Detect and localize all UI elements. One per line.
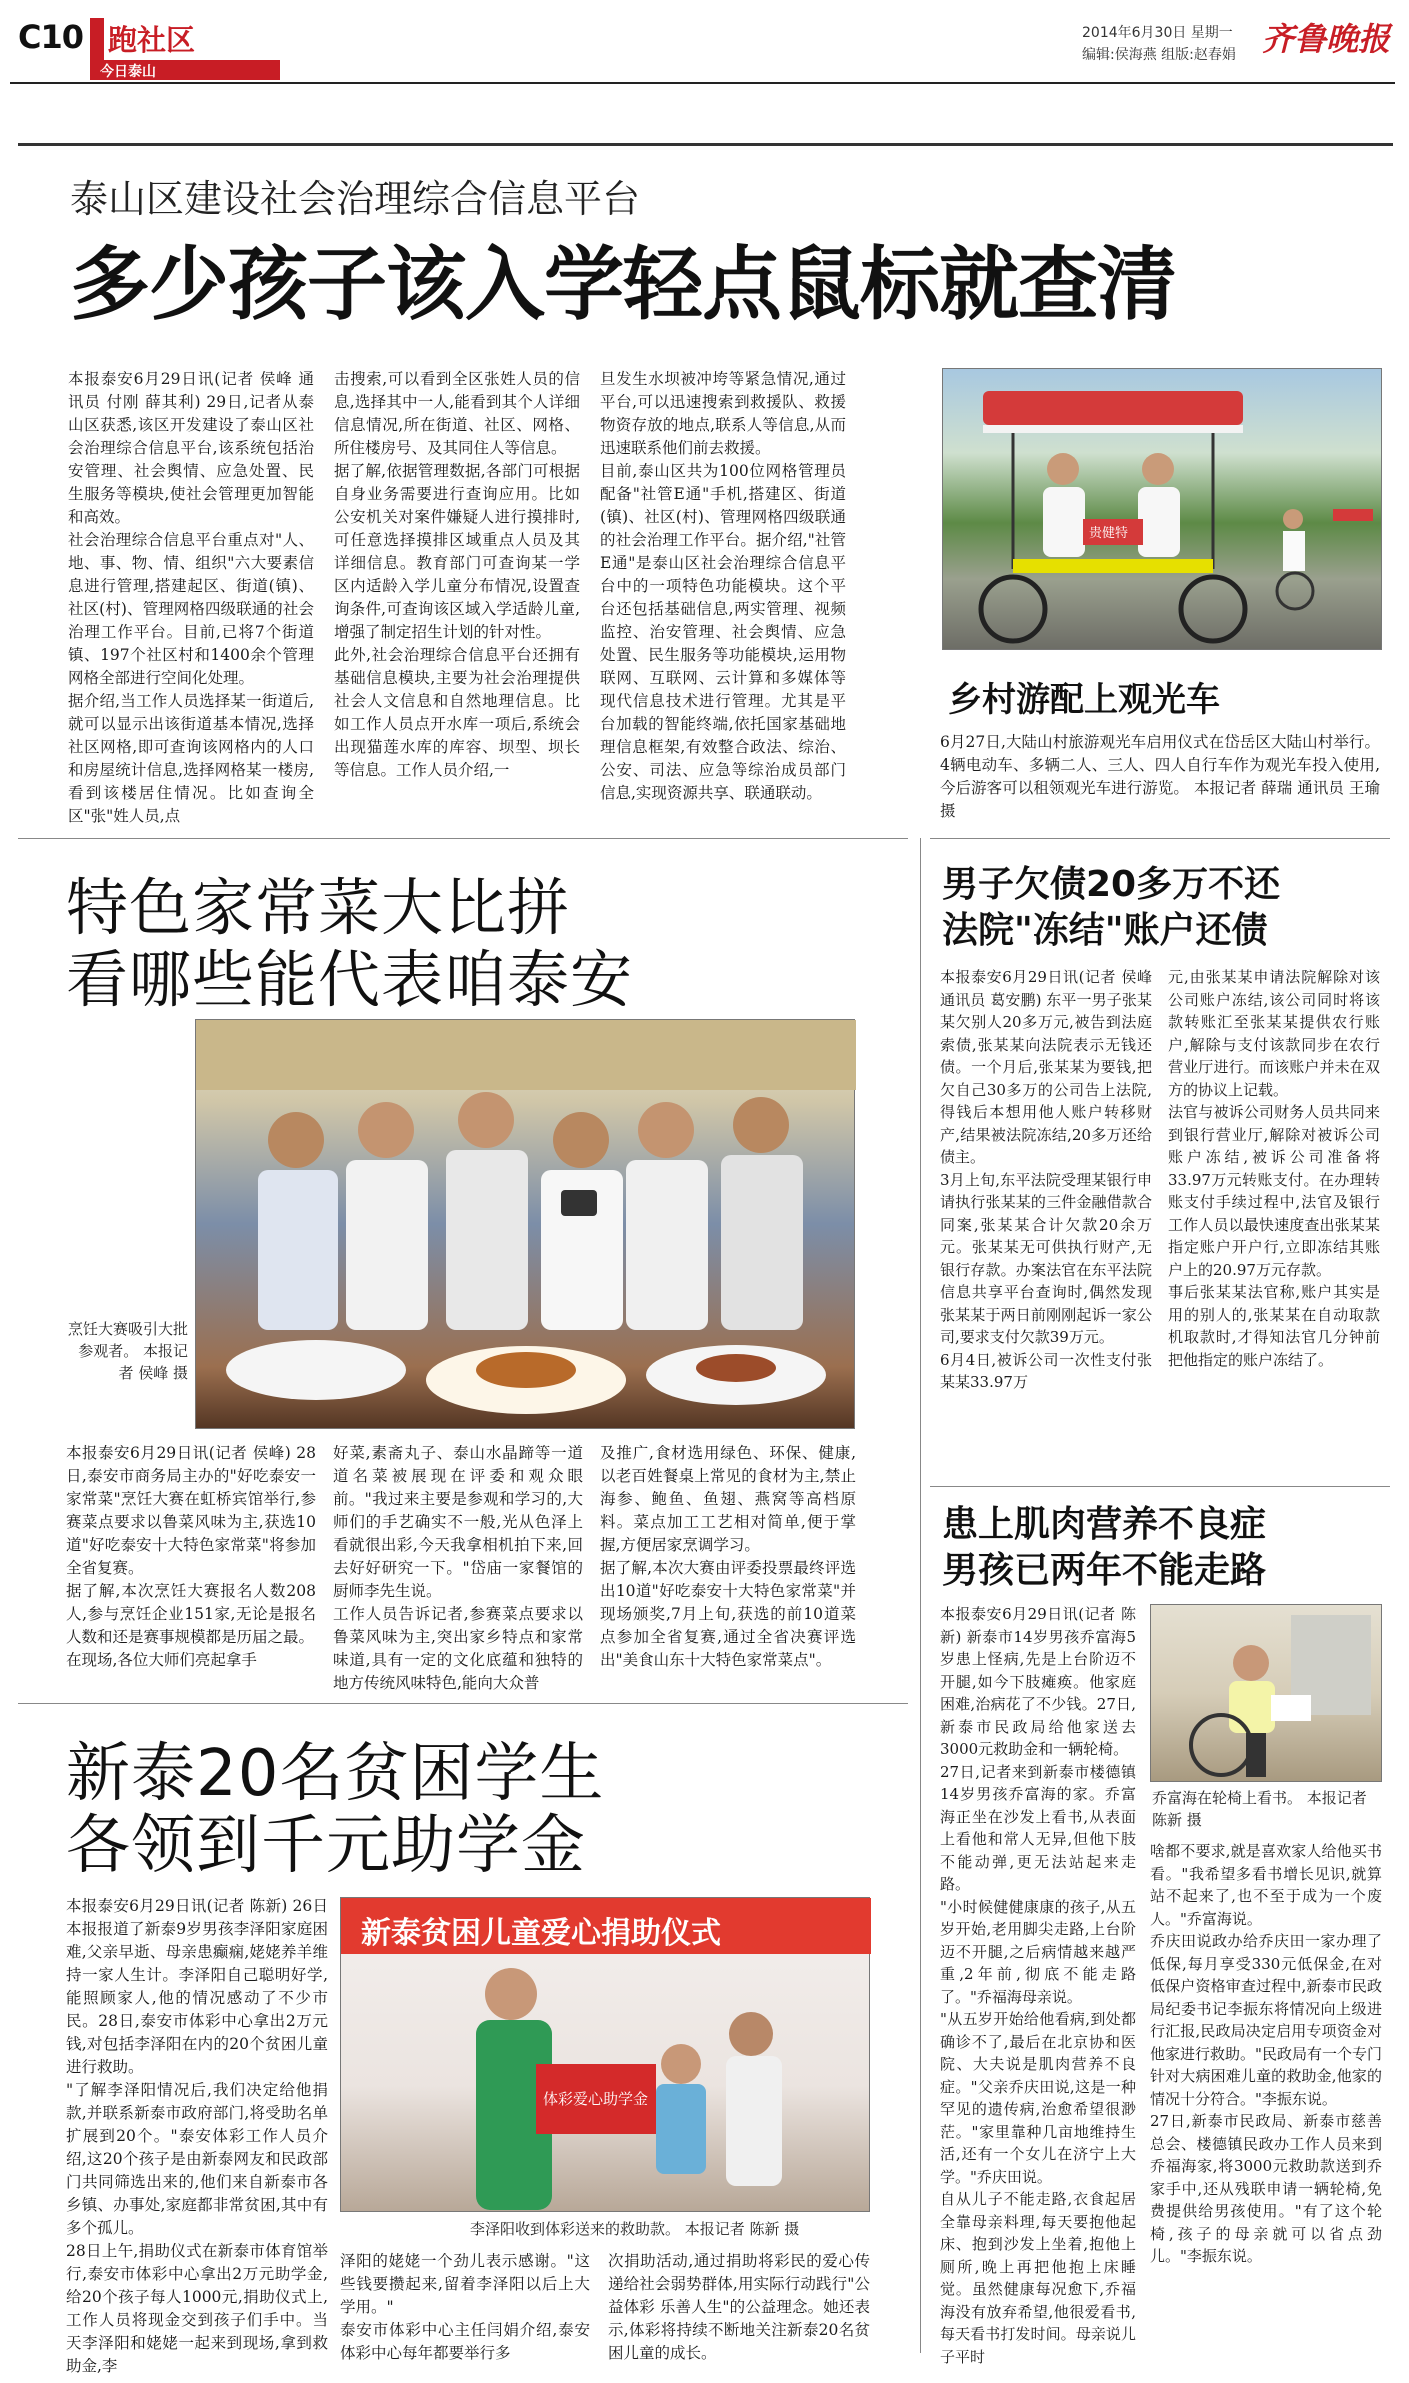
section-red-bar xyxy=(90,18,104,64)
divider-2 xyxy=(18,1703,908,1704)
bike-tour-photo xyxy=(942,368,1382,650)
bike-caption: 6月27日,大陆山村旅游观光车启用仪式在岱岳区大陆山村举行。4辆电动车、多辆二人、三人、四人自行车作为观光车投入使用,今后游客可以租领观光车进行游览。 本报记者 薛瑞 通讯员 王瑜 摄 xyxy=(940,733,1385,820)
dishes-column-2: 好菜,素斋丸子、泰山水晶蹄等一道道名菜被展现在评委和观众眼前。"我过来主要是参观和学习的,大师们的手艺确实不一般,光从色泽上看就很出彩,今天我拿相机拍下来,回去好好研究一下。"岱庙一家餐馆的厨师李先生说。 工作人员告诉记者,参赛菜点要求以鲁菜风味为主,突出家乡特点和家常味道,具有一定的文化底蕴和独特的地方传统风味特色,能向大众普 xyxy=(333,1444,583,1692)
debt-headline-1: 男子欠债20多万不还 xyxy=(942,864,1281,905)
divider-1 xyxy=(18,838,908,839)
section-subtitle: 今日泰山 xyxy=(100,64,156,80)
wheelchair-illustration xyxy=(1151,1605,1383,1783)
ceremony-illustration xyxy=(341,1954,871,2213)
story1-column-2: 击搜索,可以看到全区张姓人员的信息,选择其中一人,能看到其个人详细信息情况,所在街道、社区、网格、所住楼房号、及其同住人等信息。 据了解,依据管理数据,各部门可根据自身业务需要进行查询应用。比如公安机关对案件嫌疑人进行摸排时,可任意选择摸排区域重点人员及其详细信息。教育部门可查询某一学区内适龄入学儿童分布情况,设置查询条件,可查询该区域入学适龄儿童,增强了制定招生计划的针对性。 此外,社会治理综合信息平台还拥有基础信息模块,主要为社会治理提供社会人文信息和自然地理信息。比如工作人员点开水库一项后,系统会出现猫莲水库的库容、坝型、坝长等信息。工作人员介绍,一 xyxy=(334,370,580,779)
students-headline-2: 各领到千元助学金 xyxy=(66,1809,586,1883)
issue-date: 2014年6月30日 星期一 xyxy=(1082,25,1233,41)
story1-headline: 多少孩子该入学轻点鼠标就查清 xyxy=(70,238,1176,331)
divider-vertical xyxy=(920,838,921,2353)
masthead xyxy=(0,0,1409,80)
banner-text: 新泰贫困儿童爱心捐助仪式 xyxy=(361,1916,721,1951)
dishes-headline-2: 看哪些能代表咱泰安 xyxy=(66,943,634,1016)
dishes-column-1: 本报泰安6月29日讯(记者 侯峰) 28日,泰安市商务局主办的"好吃泰安一家常菜"烹饪大赛在虹桥宾馆举行,参赛菜点要求以鲁菜风味为主,获选10道"好吃泰安十大特色家常菜"将参加全省复赛。 据了解,本次烹饪大赛报名人数208人,参与烹饪企业151家,无论是报名人数和还是赛事规模都是历届之最。 在现场,各位大师们亮起拿手 xyxy=(66,1444,316,1669)
students-column-3: 次捐助活动,通过捐助将彩民的爱心传递给社会弱势群体,用实际行动践行"公益体彩 乐善人生"的公益理念。她还表示,体彩将持续不断地关注新泰20名贫困儿童的成长。 xyxy=(608,2252,870,2362)
contest-scene-illustration xyxy=(196,1020,856,1430)
students-column-2: 泽阳的姥姥一个劲儿表示感谢。"这些钱要攒起来,留着李泽阳以后上大学用。" 泰安市体彩中心主任闫娟介绍,泰安体彩中心每年都要举行多 xyxy=(340,2252,590,2362)
boy-headline-2: 男孩已两年不能走路 xyxy=(942,1550,1267,1591)
page-number: C10 xyxy=(18,18,84,56)
divider-right-2 xyxy=(930,1486,1390,1487)
debt-column-2: 元,由张某某申请法院解除对该公司账户冻结,该公司同时将该款转账汇至张某某提供农行账户,解除与支付该款同步在农行营业厅进行。而该账户并未在双方的协议上记载。 法官与被诉公司财务人员共同来到银行营业厅,解除对被诉公司账户冻结,被诉公司准备将33.97万元转账支付。在办理转账支付手续过程中,法官及银行工作人员以最快速度查出张某某指定账户开户行,立即冻结其账户上的20.97万元存款。 事后张某某法官称,账户其实是用的别人的,张某某在自动取款机取款时,才得知法官几分钟前把他指定的账户冻结了。 xyxy=(1168,968,1380,1369)
story1-column-3: 旦发生水坝被冲垮等紧急情况,通过平台,可以迅速搜索到救援队、救援物资存放的地点,联系人等信息,从而迅速联系他们前去救援。 目前,泰山区共为100位网格管理员配备"社管E通"手机,搭建区、街道(镇)、社区(村)、管理网格四级联通的社会治理工作平台。据介绍,"社管E通"是泰山区社会治理综合信息平台中的一项特色功能模块。这个平台还包括基础信息,两实管理、视频监控、治安管理、社会舆情、应急处置、民生服务等功能模块,运用物联网、互联网、云计算和多媒体等现代信息技术进行管理。尤其是平台加载的智能终端,依托国家基础地理信息框架,有效整合政法、综治、公安、司法、应急等综治成员部门信息,实现资源共享、联通联动。 xyxy=(600,370,846,802)
wheelchair-boy-photo xyxy=(1150,1604,1382,1782)
debt-column-1: 本报泰安6月29日讯(记者 侯峰 通讯员 葛安鹏) 东平一男子张某某欠别人20多万元,被告到法庭索债,张某某向法院表示无钱还债。一个月后,张某某为要钱,把欠自己30多万的公司告上法院,得钱后本想用他人账户转移财产,结果被法院冻结,20多万还给债主。 3月上旬,东平法院受理某银行申请执行张某某的三件金融借款合同案,张某某合计欠款20余万元。张某某无可供执行财产,无银行存款。办案法官在东平法院信息共享平台查询时,偶然发现张某某于两日前刚刚起诉一家公司,要求支付欠款39万元。 6月4日,被诉公司一次性支付张某某33.97万 xyxy=(940,968,1152,1391)
divider-right-1 xyxy=(930,838,1390,839)
section-title: 跑社区 xyxy=(108,23,196,57)
students-headline-1: 新泰20名贫困学生 xyxy=(66,1737,605,1811)
boy-photo-caption: 乔富海在轮椅上看书。 本报记者 陈新 摄 xyxy=(1152,1789,1367,1829)
boy-headline-1: 患上肌肉营养不良症 xyxy=(942,1504,1267,1545)
story1-kicker: 泰山区建设社会治理综合信息平台 xyxy=(70,177,641,221)
donation-ceremony-photo xyxy=(340,1897,870,2212)
editor-credits: 编辑:侯海燕 组版:赵春娟 xyxy=(1082,47,1236,63)
donation-board-text: 体彩爱心助学金 xyxy=(543,2090,649,2108)
header-divider xyxy=(18,143,1393,146)
cooking-contest-photo xyxy=(195,1019,855,1429)
contest-photo-caption: 烹饪大赛吸引大批参观者。 本报记者 侯峰 摄 xyxy=(68,1320,189,1382)
dishes-headline-1: 特色家常菜大比拼 xyxy=(66,871,571,944)
bike-headline: 乡村游配上观光车 xyxy=(948,680,1220,720)
donation-photo-caption: 李泽阳收到体彩送来的救助款。 本报记者 陈新 摄 xyxy=(470,2220,800,2238)
boy-column-1: 本报泰安6月29日讯(记者 陈新) 新泰市14岁男孩乔富海5岁患上怪病,先是上台阶迈不开腿,如今下肢瘫痪。他家庭困难,治病花了不少钱。27日,新泰市民政局给他家送去3000元救助金和一辆轮椅。 27日,记者来到新泰市楼德镇14岁男孩乔富海的家。乔富海正坐在沙发上看书,从表面上看他和常人无异,但他下肢不能动弹,更无法站起来走路。 "小时候健健康康的孩子,从五岁开始,老用脚尖走路,上台阶迈不开腿,之后病情越来越严重,2年前,彻底不能走路了。"乔福海母亲说。 "从五岁开始给他看病,到处都确诊不了,最后在北京协和医院、大夫说是肌肉营养不良症。"父亲乔庆田说,这是一种罕见的遗传病,治愈希望很渺茫。"家里靠种几亩地维持生活,还有一个女儿在济宁上大学。"乔庆田说。 自从儿子不能走路,衣食起居全靠母亲料理,每天要抱他起床、抱到沙发上坐着,抱他上厕所,晚上再把他抱上床睡觉。虽然健康每况愈下,乔福海没有放弃希望,他很爱看书,每天看书打发时间。母亲说儿子平时 xyxy=(940,1605,1136,2366)
students-column-1: 本报泰安6月29日讯(记者 陈新) 26日本报报道了新泰9岁男孩李泽阳家庭困难,父亲早逝、母亲患癫痫,姥姥养羊维持一家人生计。李泽阳自己聪明好学,能照顾家人,他的情况感动了不少市民。28日,泰安市体彩中心拿出2万元钱,对包括李泽阳在内的20个贫困儿童进行救助。 "了解李泽阳情况后,我们决定给他捐款,并联系新泰市政府部门,将受助名单扩展到20个。"泰安体彩工作人员介绍,这20个孩子是由新泰网友和民政部门共同筛选出来的,他们来自新泰市各乡镇、办事处,家庭都非常贫困,其中有多个孤儿。 28日上午,捐助仪式在新泰市体育馆举行,泰安市体彩中心拿出2万元助学金,给20个孩子每人1000元,捐助仪式上,工作人员将现金交到孩子们手中。当天李泽阳和姥姥一起来到现场,拿到救助金,李 xyxy=(66,1897,328,2375)
boy-column-2: 啥都不要求,就是喜欢家人给他买书看。"我希望多看书增长见识,就算站不起来了,也不至于成为一个废人。"乔富海说。 乔庆田说政办给乔庆田一家办理了低保,每月享受330元低保金,在对低保户资格审查过程中,新泰市民政局纪委书记李振东将情况向上级进行汇报,民政局决定启用专项资金对他家进行救助。"民政局有一个专门针对大病困难儿童的救助金,他家的情况十分符合。"李振东说。 27日,新泰市民政局、新泰市慈善总会、楼德镇民政办工作人员来到乔福海家,将3000元救助款送到乔家手中,还从残联申请一辆轮椅,免费提供给男孩使用。"有了这个轮椅,孩子的母亲就可以省点劲儿。"李振东说。 xyxy=(1150,1842,1382,2265)
dishes-column-3: 及推广,食材选用绿色、环保、健康,以老百姓餐桌上常见的食材为主,禁止海参、鲍鱼、鱼翅、燕窝等高档原料。菜点加工工艺相对简单,便于掌握,方便居家烹调学习。 据了解,本次大赛由评委投票最终评选出10道"好吃泰安十大特色家常菜"并现场颁奖,7月上旬,获选的前10道菜点参加全省复赛,通过全省决赛评选出"美食山东十大特色家常菜点"。 xyxy=(600,1444,856,1669)
masthead-rule xyxy=(10,82,1395,84)
debt-headline-2: 法院"冻结"账户还债 xyxy=(942,910,1268,951)
story1-column-1: 本报泰安6月29日讯(记者 侯峰 通讯员 付刚 薛其利) 29日,记者从泰山区获悉,该区开发建设了泰山区社会治理综合信息平台,该系统包括治安管理、社会舆情、应急处置、民生服务等模块,使社会管理更加智能和高效。 社会治理综合信息平台重点对"人、地、事、物、情、组织"六大要素信息进行管理,搭建起区、街道(镇)、社区(村)、管理网格四级联通的社会治理工作平台。目前,已将7个街道镇、197个社区村和1400余个管理网格全部进行空间化处理。 据介绍,当工作人员选择某一街道后,就可以显示出该街道基本情况,选择社区网格,即可查询该网格内的人口和房屋统计信息,选择网格某一楼房,看到该楼居住情况。比如查询全区"张"姓人员,点 xyxy=(68,370,314,825)
bike-scene-illustration xyxy=(943,369,1383,651)
brand-logo: 齐鲁晚报 xyxy=(1262,20,1391,58)
bike-sign: 贵健特 xyxy=(1089,526,1129,541)
